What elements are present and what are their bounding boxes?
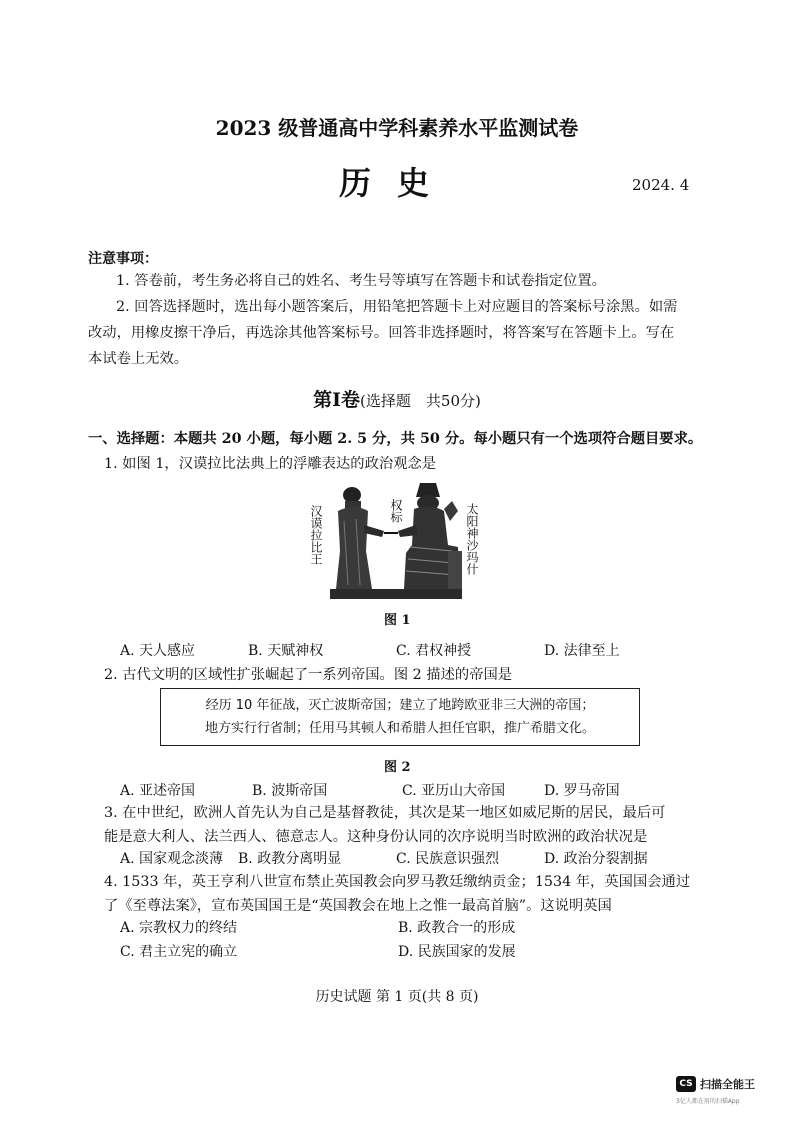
relief-image	[302, 481, 482, 603]
label-sun-god: 太阳神沙玛什	[465, 503, 479, 575]
q2-option-b: B. 波斯帝国	[252, 783, 328, 799]
q2-option-a: A. 亚述帝国	[120, 783, 196, 799]
scanner-tagline: 3亿人都在用的扫描App	[676, 1098, 740, 1105]
q4-option-c: C. 君主立宪的确立	[120, 944, 238, 960]
exam-title: 2023 级普通高中学科素养水平监测试卷	[215, 116, 579, 140]
q3-stem-line-2: 能是意大利人、法兰西人、德意志人。这种身份认同的次序说明当时欧洲的政治状况是	[104, 829, 648, 845]
q4-option-a: A. 宗教权力的终结	[120, 920, 238, 936]
notice-item-1: 1. 答卷前，考生务必将自己的姓名、考生号等填写在答题卡和试卷指定位置。	[116, 273, 606, 289]
figure-2-line-1: 经历 10 年征战，灭亡波斯帝国；建立了地跨欧亚非三大洲的帝国；	[205, 698, 595, 713]
q2-option-c: C. 亚历山大帝国	[402, 783, 506, 799]
q4-option-d: D. 民族国家的发展	[398, 944, 516, 960]
section-name: 第Ⅰ卷	[313, 389, 361, 411]
section-note: (选择题 共50分)	[360, 392, 481, 410]
q1-option-d: D. 法律至上	[544, 643, 620, 659]
scanner-app-name: 扫描全能王	[700, 1078, 755, 1091]
q2-option-d: D. 罗马帝国	[544, 783, 620, 799]
question-2-stem: 2. 古代文明的区域性扩张崛起了一系列帝国。图 2 描述的帝国是	[104, 667, 513, 683]
q4-stem-line-2: 了《至尊法案》，宣布英国国王是“英国教会在地上之惟一最高首脑”。这说明英国	[104, 898, 612, 914]
q1-option-a: A. 天人感应	[120, 643, 196, 659]
page-footer: 历史试题 第 1 页(共 8 页)	[315, 989, 479, 1005]
notice-heading: 注意事项：	[88, 251, 158, 267]
label-sceptre: 权标	[389, 499, 403, 523]
figure-2-caption: 图 2	[384, 760, 411, 775]
q1-option-b: B. 天赋神权	[248, 643, 324, 659]
question-3-stem	[104, 801, 704, 849]
q3-option-a: A. 国家观念淡薄	[120, 851, 224, 867]
section-title	[0, 385, 794, 412]
figure-1-relief	[302, 481, 482, 603]
figure-2-line-2: 地方实行行省制；任用马其顿人和希腊人担任官职，推广希腊文化。	[204, 721, 595, 736]
q3-option-b: B. 政教分离明显	[238, 851, 342, 867]
scanner-logo-icon: CS	[676, 1076, 696, 1092]
figure-1-caption: 图 1	[384, 613, 411, 628]
question-4-stem	[104, 870, 704, 918]
q3-stem-line-1: 3. 在中世纪，欧洲人首先认为自己是基督教徒，其次是某一地区如威尼斯的居民，最后可	[104, 805, 666, 821]
subject-title: 历史	[338, 164, 455, 202]
figure-2-box	[160, 688, 640, 746]
label-king: 汉谟拉比王	[309, 505, 323, 565]
q3-option-d: D. 政治分裂割据	[544, 851, 648, 867]
q4-stem-line-1: 4. 1533 年，英王亨利八世宣布禁止英国教会向罗马教廷缴纳贡金；1534 年，英国国会通过	[104, 874, 691, 890]
q3-option-c: C. 民族意识强烈	[396, 851, 500, 867]
notice-body	[88, 268, 688, 372]
question-1-stem: 1. 如图 1，汉谟拉比法典上的浮雕表达的政治观念是	[104, 456, 437, 472]
exam-date: 2024. 4	[632, 176, 690, 194]
notice-item-2: 2. 回答选择题时，选出每小题答案后，用铅笔把答题卡上对应题目的答案标号涂黑。如需改动，用橡皮擦干净后，再选涂其他答案标号。回答非选择题时，将答案写在答题卡上。写在本试卷上无效。	[88, 299, 678, 367]
q1-option-c: C. 君权神授	[396, 643, 472, 659]
q4-option-b: B. 政教合一的形成	[398, 920, 516, 936]
part-heading: 一、选择题：本题共 20 小题，每小题 2. 5 分，共 50 分。每小题只有一个选项符合题目要求。	[88, 431, 703, 447]
